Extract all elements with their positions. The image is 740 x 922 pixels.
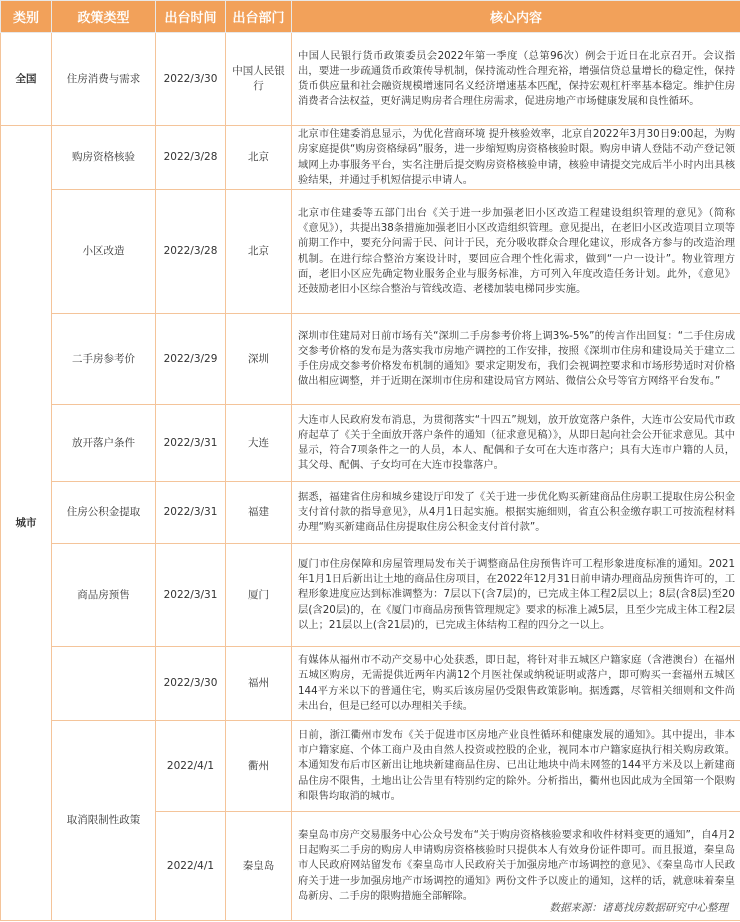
header-content: 核心内容 [292,1,740,33]
date-cell: 2022/3/30 [156,33,226,126]
category-national: 全国 [1,33,52,126]
category-city: 城市 [1,126,52,921]
table-row [1,33,740,126]
content-cell: 北京市住建委消息显示，为优化营商环境 提升核验效率，北京自2022年3月30日9:00起，为购房家庭提供“购房资格绿码”服务，进一步缩短购房资格核验时限。购房申请人登陆不动产登记领域网上办事服务平台，实名注册后提交购房资格核验申请，核验申请提交完成后半小时内出具核验结果，并通过手机短信提示申请人。 [292,126,740,190]
date-cell: 2022/3/31 [156,405,226,482]
date-cell: 2022/3/30 [156,647,226,721]
policy-type-cell: 住房消费与需求 [52,33,156,126]
content-cell: 大连市人民政府发布消息，为贯彻落实“十四五”规划，放开放宽落户条件，大连市公安局代市政府起草了《关于全面放开落户条件的通知（征求意见稿）》，从即日起向社会公开征求意见。其中显示，符合7项条件之一的人员，本人、配偶和子女可在大连市落户；具有大连市户籍的人员，其父母、配偶、子女均可在大连市投靠落户。 [292,405,740,482]
data-source-note: 数据来源：诸葛找房数据研究中心整理 [549,902,728,914]
date-cell: 2022/4/1 [156,721,226,812]
content-cell: 厦门市住房保障和房屋管理局发布关于调整商品住房预售许可工程形象进度标准的通知。2021年1月1日后新出让土地的商品住房项目，在2022年12月31日前申请办理商品房预售许可的，工程形象进度应达到标准调整为：7层以下(含7层)的，已完成主体工程2层以上；8层(含8层)至20层(含20层)的，在《厦门市商品房预售管理规定》要求的标准上减5层，且至少完成主体工程2层以上；21层以上(含21层)的，已完成主体结构工程的四分之一以上。 [292,544,740,647]
policy-type-cell [52,647,156,721]
table-header-row [1,1,740,33]
policy-type-cell: 住房公积金提取 [52,482,156,544]
date-cell: 2022/4/1 [156,812,226,921]
header-department: 出台部门 [226,1,292,33]
date-cell: 2022/3/31 [156,482,226,544]
header-policy-type: 政策类型 [52,1,156,33]
department-cell: 北京 [226,190,292,314]
content-cell: 据悉，福建省住房和城乡建设厅印发了《关于进一步优化购买新建商品住房职工提取住房公积金支付首付款的指导意见》，从4月1日起实施。根据实施细则，省直公积金缴存职工可按流程材料办理“购买新建商品住房提取住房公积金支付首付款”。 [292,482,740,544]
table-row [1,544,740,647]
table-row [1,721,740,812]
department-cell: 中国人民银行 [226,33,292,126]
department-cell: 福建 [226,482,292,544]
content-cell: 深圳市住建局对日前市场有关“深圳二手房参考价将上调3%-5%”的传言作出回复：“二手住房成交参考价格的发布是为落实我市房地产调控的工作安排，按照《深圳市住房和建设局关于建立二手住房成交参考价格发布机制的通知》要求定期发布，我们会视调控要求和市场形势适时对价格做出相应调整，并于近期在深圳市住房和建设局官方网站、微信公众号等官方网络平台发布。” [292,314,740,405]
content-cell: 有媒体从福州市不动产交易中心处获悉，即日起，将针对非五城区户籍家庭（含港澳台）在福州五城区购房，无需提供近两年内满12个月医社保或纳税证明或落户，即可购买一套福州五城区144平方米以下的普通住宅，购买后该房屋仍受限售政策影响。据透露，尽管相关细则和文件尚未出台，但是已经可以办理相关手续。 [292,647,740,721]
table-row [1,190,740,314]
table-row [1,405,740,482]
table-row [1,647,740,721]
department-cell: 衢州 [226,721,292,812]
content-cell: 日前，浙江衢州市发布《关于促进市区房地产业良性循环和健康发展的通知》。其中提出，非本市户籍家庭、个体工商户及由自然人投资或控股的企业，视同本市户籍家庭执行相关购房政策。本通知发布后市区新出让地块新建商品住房、已出让地块中尚未网签的144平方米及以上新建商品住房不限售，土地出让公告里有特别约定的除外。分析指出，衢州也因此成为全国第一个限购和限售均取消的城市。 [292,721,740,812]
department-cell: 秦皇岛 [226,812,292,921]
policy-type-cell-merged: 取消限制性政策 [52,721,156,921]
department-cell: 福州 [226,647,292,721]
content-cell: 中国人民银行货币政策委员会2022年第一季度（总第96次）例会于近日在北京召开。会议指出，要进一步疏通货币政策传导机制，保持流动性合理充裕，增强信贷总量增长的稳定性，保持货币供应量和社会融资规模增速同名义经济增速基本匹配，保持宏观杠杆率基本稳定。维护住房消费者合法权益，更好满足购房者合理住房需求，促进房地产市场健康发展和良性循环。 [292,33,740,126]
department-cell: 大连 [226,405,292,482]
content-cell: 北京市住建委等五部门出台《关于进一步加强老旧小区改造工程建设组织管理的意见》（简称《意见》），共提出38条措施加强老旧小区改造组织管理。意见提出，在老旧小区改造项目立项等前期工作中，要充分问需于民、问计于民，充分吸收群众合理化建议，形成各方参与的改造治理机制。在进行综合整治方案设计时，要回应合理个性化需求，做到“一户一设计”。物业管理方面，老旧小区应先确定物业服务企业与服务标准，方可列入年度改造任务计划。此外，《意见》还鼓励老旧小区综合整治与管线改造、老楼加装电梯同步实施。 [292,190,740,314]
header-date: 出台时间 [156,1,226,33]
department-cell: 深圳 [226,314,292,405]
date-cell: 2022/3/31 [156,544,226,647]
policy-type-cell: 购房资格核验 [52,126,156,190]
policy-type-cell: 小区改造 [52,190,156,314]
table-row [1,482,740,544]
date-cell: 2022/3/28 [156,190,226,314]
policy-type-cell: 放开落户条件 [52,405,156,482]
table-row [1,314,740,405]
policy-type-cell: 商品房预售 [52,544,156,647]
department-cell: 厦门 [226,544,292,647]
date-cell: 2022/3/29 [156,314,226,405]
content-cell: 秦皇岛市房产交易服务中心公众号发布“关于购房资格核验要求和收件材料变更的通知”，自4月2日起购买二手房的购房人申请购房资格核验时只提供本人有效身份证件即可。而且报道，秦皇岛市人民政府网站留发布《秦皇岛市人民政府关于加强房地产市场调控的意见》、《秦皇岛市人民政府关于进一步加强房地产市场调控的通知》两份文件予以废止的通知，这样的话，就意味着秦皇岛新房、二手房的限购措施全部解除。 [292,812,740,921]
policy-type-cell: 二手房参考价 [52,314,156,405]
table-row [1,126,740,190]
header-category: 类别 [1,1,52,33]
department-cell: 北京 [226,126,292,190]
date-cell: 2022/3/28 [156,126,226,190]
